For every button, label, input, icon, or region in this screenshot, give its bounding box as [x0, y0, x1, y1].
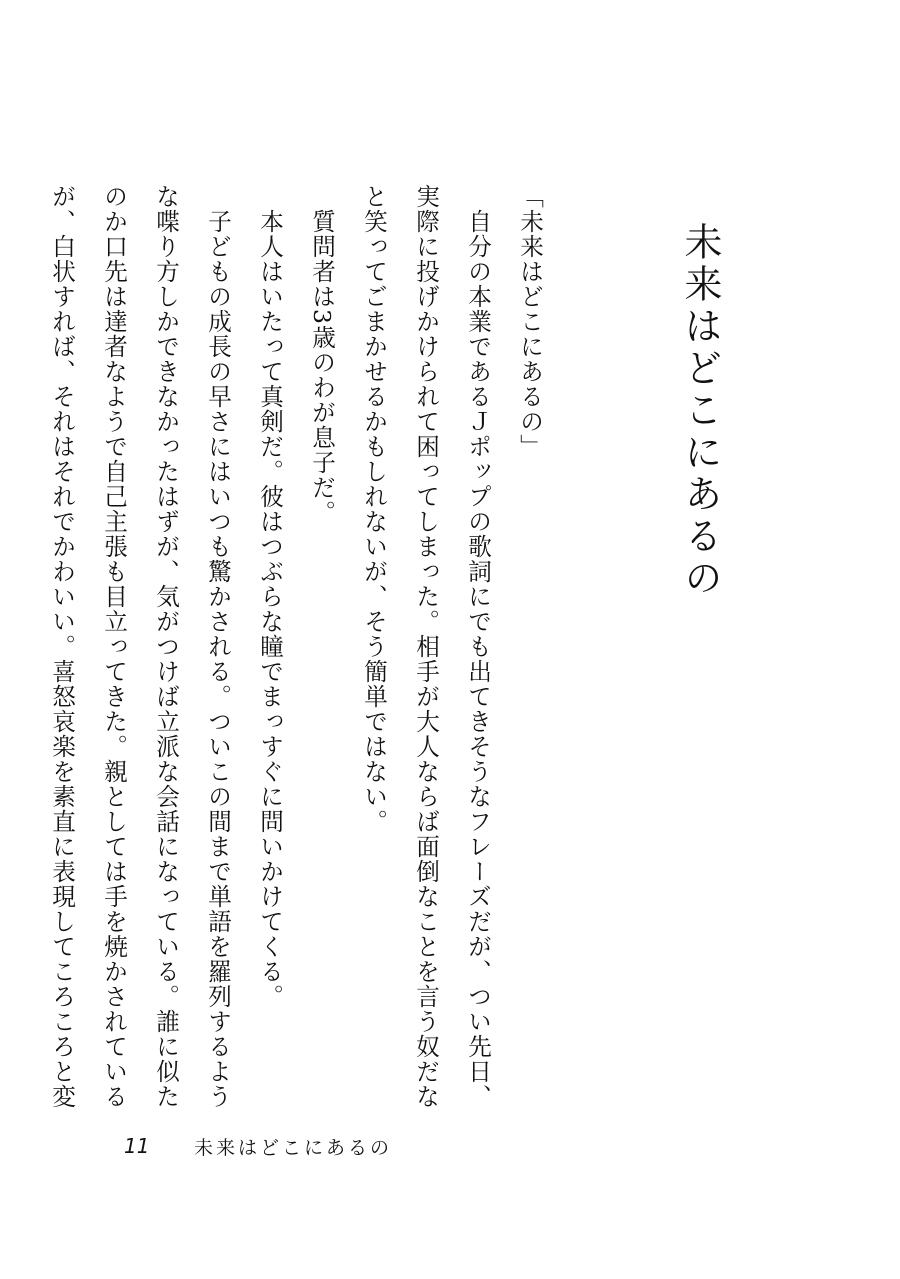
page-footer	[124, 1131, 392, 1161]
body-line: 質問者は3歳のわが息子だ。	[308, 184, 336, 526]
body-line: が、白状すれば、それはそれでかわいい。喜怒哀楽を素直に表現してころころと変	[48, 184, 76, 1109]
body-line: な喋り方しかできなかったはずが、気がつけば立派な会話になっている。誰に似た	[152, 184, 180, 1109]
page-title: 未来はどこにあるの	[678, 222, 722, 600]
running-header: 未来はどこにあるの	[194, 1136, 393, 1159]
body-line: 自分の本業であるＪポップの歌詞にでも出てきそうなフレーズだが、つい先日、	[464, 184, 492, 1109]
body-line: 子どもの成長の早さにはいつも驚かされる。ついこの間まで単語を羅列するよう	[204, 184, 232, 1109]
body-line: と笑ってごまかせるかもしれないが、そう簡単ではない。	[360, 184, 388, 834]
body-line: 本人はいたって真剣だ。彼はつぶらな瞳でまっすぐに問いかけてくる。	[256, 184, 284, 1009]
page-number: 11	[124, 1134, 150, 1158]
body-text	[48, 184, 556, 1109]
body-line: 「未来はどこにあるの」	[516, 184, 544, 459]
body-line: のか口先は達者なようで自己主張も目立ってきた。親としては手を焼かされている	[100, 184, 128, 1109]
body-line: 実際に投げかけられて困ってしまった。相手が大人ならば面倒なことを言う奴だな	[412, 184, 440, 1109]
